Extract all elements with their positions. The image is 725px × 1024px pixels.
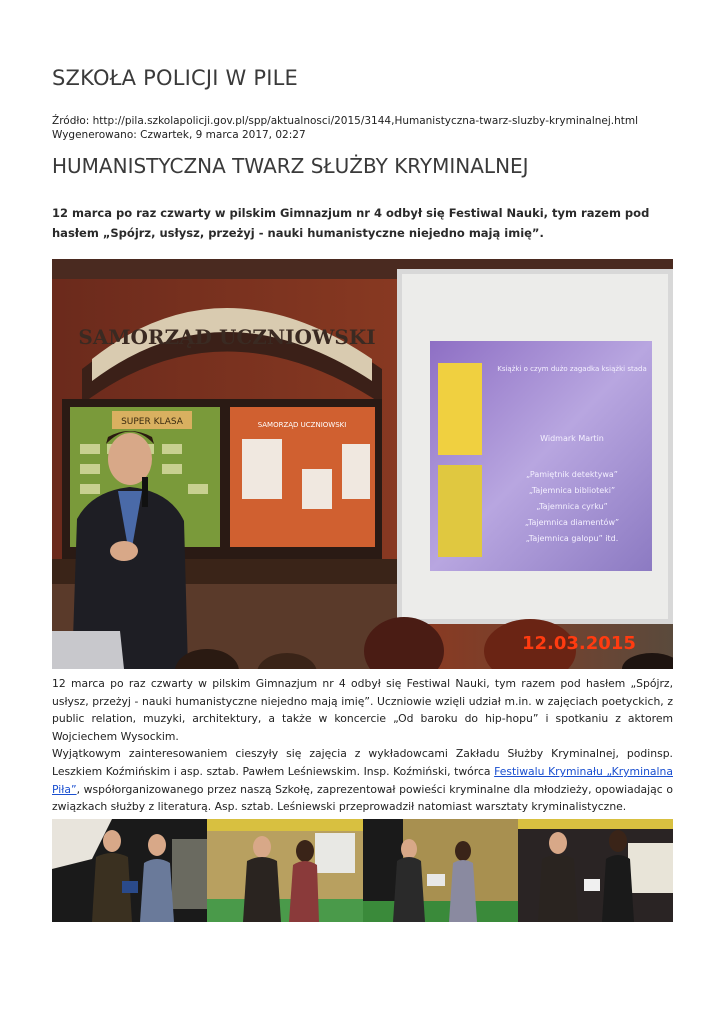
- photo-gallery: [52, 819, 673, 922]
- article-body: [52, 675, 673, 816]
- slide-title-3: „Tajemnica cyrku”: [536, 502, 608, 511]
- slide-author: Widmark Martin: [540, 434, 604, 443]
- paragraph-2-end: , współorganizowanego przez naszą Szkołę, zaprezentował powieści kryminalne dla młodzieży, opowiadając o związkach służby z literaturą. Asp. sztab. Leśniewski przeprowadził natomiast warsztaty kryminalistyczne.: [52, 782, 673, 814]
- slide-title-1: „Pamiętnik detektywa”: [526, 470, 618, 479]
- gallery-photo-1[interactable]: [52, 819, 207, 922]
- board-label: SUPER KLASA: [121, 417, 183, 427]
- gallery-photo-4[interactable]: [518, 819, 673, 922]
- paragraph-2: [52, 745, 673, 815]
- slide-title-2: „Tajemnica biblioteki”: [528, 486, 616, 495]
- slide-title-4: „Tajemnica diamentów”: [524, 518, 620, 527]
- site-title: SZKOŁA POLICJI W PILE: [52, 66, 298, 90]
- slide-heading: Książki o czym dużo zagadka książki stada: [497, 365, 647, 373]
- slide-title-5: „Tajemnica galopu” itd.: [525, 534, 619, 543]
- paragraph-2-start: Wyjątkowym zainteresowaniem cieszyły się zajęcia z wykładowcami Zakładu Służby Kryminalnej, podinsp. Leszkiem Koźmińskim i asp. sztab. Pawłem Leśniewskim. Insp. Koźmiński, twórca: [52, 747, 673, 778]
- board-label-2: SAMORZĄD UCZNIOWSKI: [257, 421, 347, 429]
- meta-info: [52, 114, 638, 142]
- main-photo: [52, 259, 673, 669]
- paragraph-1: 12 marca po raz czwarty w pilskim Gimnazjum nr 4 odbył się Festiwal Nauki, tym razem pod hasłem „Spójrz, usłysz, przeżyj - nauki humanistyczne niejedno mają imię”. Uczniowie wzięli udział m.in. w zajęciach poetyckich, z public relation, muzyki, architektury, a także w koncercie „Od baroku do hip-hopu” i spotkaniu z aktorem Wojciechem Wysockim.: [52, 677, 673, 743]
- presentation-photo: [52, 259, 673, 669]
- article-lead: 12 marca po raz czwarty w pilskim Gimnazjum nr 4 odbył się Festiwal Nauki, tym razem pod hasłem „Spójrz, usłysz, przeżyj - nauki humanistyczne niejedno mają imię”.: [52, 206, 650, 240]
- banner-text: SAMORZĄD UCZNIOWSKI: [78, 325, 376, 349]
- gallery-photo-2[interactable]: [207, 819, 362, 922]
- photo-date-stamp: 12.03.2015: [522, 633, 636, 654]
- generated-date: Wygenerowano: Czwartek, 9 marca 2017, 02:27: [52, 129, 306, 141]
- festival-link[interactable]: Festiwalu Kryminału „Kryminalna Piła”: [52, 764, 673, 796]
- article-title: HUMANISTYCZNA TWARZ SŁUŻBY KRYMINALNEJ: [52, 154, 529, 178]
- gallery-photo-3[interactable]: [363, 819, 518, 922]
- source-url[interactable]: Źródło: http://pila.szkolapolicji.gov.pl/spp/aktualnosci/2015/3144,Humanistyczna-twarz-sluzby-kryminalnej.html: [52, 115, 639, 127]
